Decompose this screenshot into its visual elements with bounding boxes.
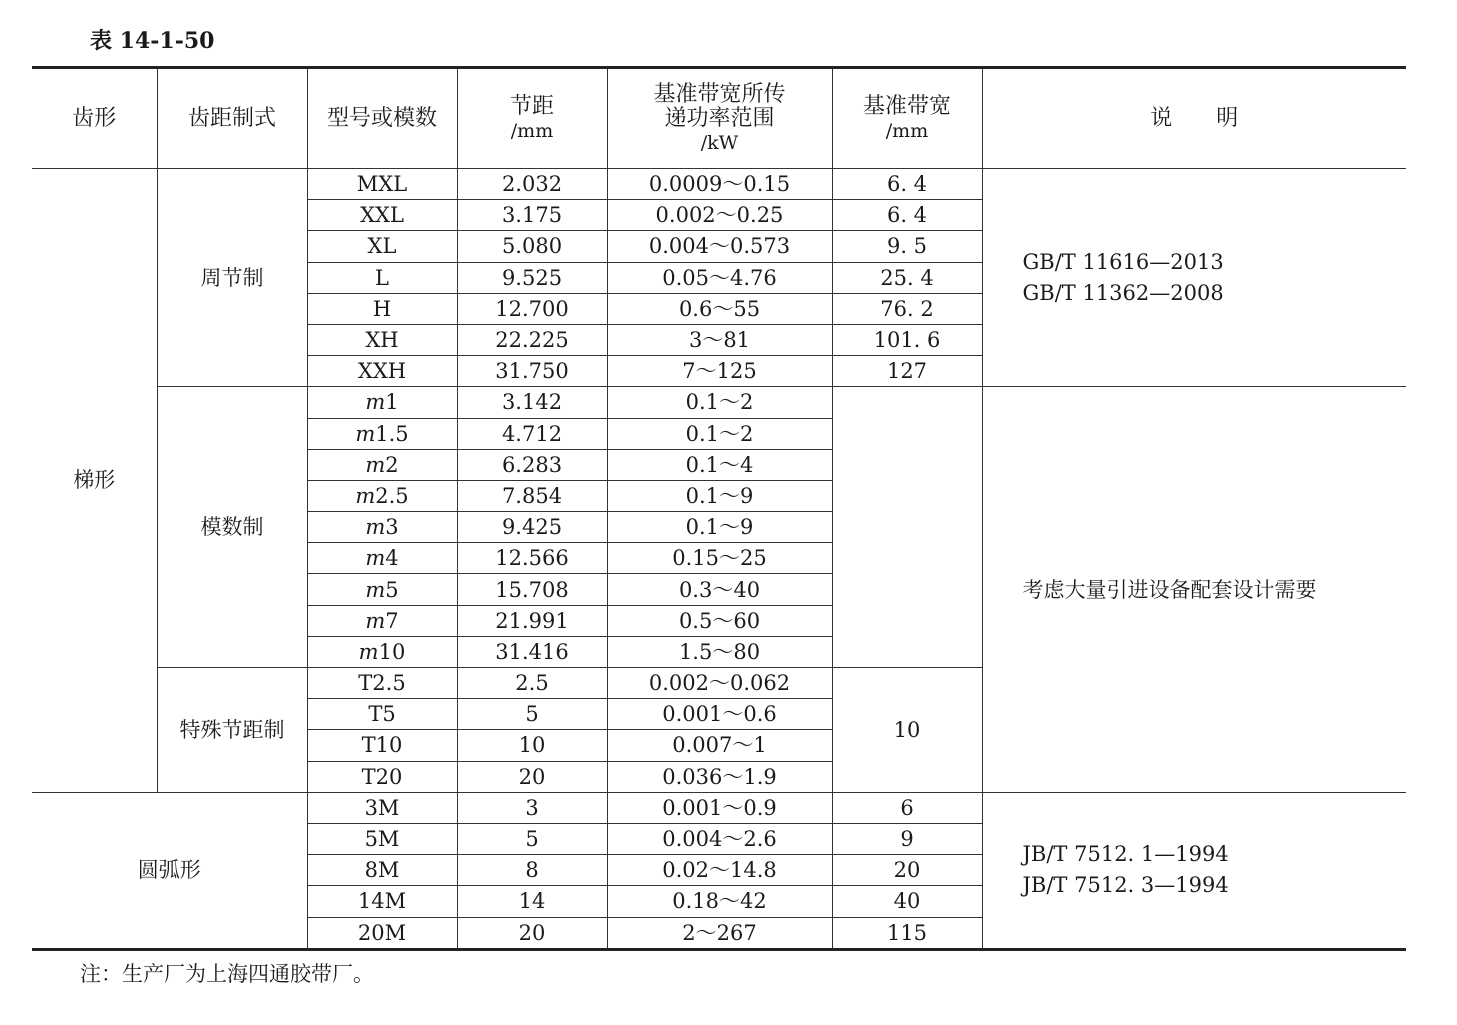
power-cell: 0.001～0.9	[607, 792, 832, 823]
model-cell: 5M	[307, 823, 457, 854]
pitch-cell: 5.080	[457, 231, 607, 262]
note-module-special: 考虑大量引进设备配套设计需要	[982, 387, 1406, 792]
model-cell: 8M	[307, 855, 457, 886]
model-cell	[307, 543, 457, 574]
power-cell: 0.02～14.8	[607, 855, 832, 886]
model-cell	[307, 387, 457, 418]
power-cell: 3～81	[607, 324, 832, 355]
power-cell: 0.002～0.062	[607, 668, 832, 699]
width-cell: 9. 5	[832, 231, 982, 262]
module-number: 1.5	[375, 421, 409, 446]
group-circular-pitch: 周节制	[157, 169, 307, 387]
power-cell: 1.5～80	[607, 636, 832, 667]
header-pitch-label: 节距	[509, 93, 554, 119]
width-cell: 76. 2	[832, 293, 982, 324]
width-cell: 25. 4	[832, 262, 982, 293]
power-cell: 0.0009～0.15	[607, 169, 832, 200]
pitch-cell: 3.142	[457, 387, 607, 418]
group-module-system: 模数制	[157, 387, 307, 668]
module-prefix: m	[355, 421, 376, 446]
belt-spec-table	[32, 66, 1406, 951]
module-prefix: m	[365, 390, 386, 415]
module-number: 4	[385, 546, 399, 571]
pitch-cell: 20	[457, 761, 607, 792]
power-cell: 0.036～1.9	[607, 761, 832, 792]
width-cell-special: 10	[832, 668, 982, 793]
pitch-cell: 22.225	[457, 324, 607, 355]
module-number: 2.5	[375, 483, 409, 508]
model-cell: XXL	[307, 200, 457, 231]
header-power-line1: 基准带宽所传	[653, 81, 786, 107]
power-cell: 0.15～25	[607, 543, 832, 574]
pitch-cell: 6.283	[457, 449, 607, 480]
module-prefix: m	[365, 452, 386, 477]
model-cell: L	[307, 262, 457, 293]
model-cell	[307, 574, 457, 605]
module-number: 7	[385, 608, 399, 633]
power-cell: 0.004～2.6	[607, 823, 832, 854]
width-cell: 20	[832, 855, 982, 886]
model-cell: H	[307, 293, 457, 324]
model-cell: 20M	[307, 917, 457, 949]
note-circular-line2: GB/T 11362—2008	[1022, 280, 1224, 305]
table-row	[32, 169, 1406, 200]
power-cell: 0.1～2	[607, 418, 832, 449]
module-number: 2	[385, 452, 399, 477]
header-pitch-unit: /mm	[510, 119, 554, 142]
model-cell: 3M	[307, 792, 457, 823]
header-width-unit: /mm	[885, 119, 929, 142]
power-cell: 0.004～0.573	[607, 231, 832, 262]
module-prefix: m	[358, 639, 379, 664]
model-cell: 14M	[307, 886, 457, 917]
pitch-cell: 14	[457, 886, 607, 917]
width-cell: 115	[832, 917, 982, 949]
note-arc	[982, 792, 1406, 949]
pitch-cell: 3.175	[457, 200, 607, 231]
note-arc-line1: JB/T 7512. 1—1994	[1022, 842, 1229, 867]
width-cell: 6. 4	[832, 169, 982, 200]
pitch-cell: 20	[457, 917, 607, 949]
header-width-label: 基准带宽	[862, 93, 951, 119]
header-pitch	[457, 68, 607, 169]
power-cell: 0.6～55	[607, 293, 832, 324]
power-cell: 0.3～40	[607, 574, 832, 605]
header-power	[607, 68, 832, 169]
pitch-cell: 15.708	[457, 574, 607, 605]
model-cell: T20	[307, 761, 457, 792]
power-cell: 0.007～1	[607, 730, 832, 761]
pitch-cell: 2.032	[457, 169, 607, 200]
width-cell: 127	[832, 356, 982, 387]
pitch-cell: 12.566	[457, 543, 607, 574]
power-cell: 0.05～4.76	[607, 262, 832, 293]
model-cell: XH	[307, 324, 457, 355]
module-number: 3	[385, 515, 399, 540]
pitch-cell: 10	[457, 730, 607, 761]
pitch-cell: 5	[457, 699, 607, 730]
pitch-cell: 31.750	[457, 356, 607, 387]
module-number: 1	[385, 390, 399, 415]
model-cell	[307, 605, 457, 636]
power-cell: 0.1～4	[607, 449, 832, 480]
pitch-cell: 12.700	[457, 293, 607, 324]
width-cell: 40	[832, 886, 982, 917]
model-cell	[307, 636, 457, 667]
pitch-cell: 9.425	[457, 512, 607, 543]
module-prefix: m	[365, 515, 386, 540]
group-arc: 圆弧形	[32, 792, 307, 949]
pitch-cell: 21.991	[457, 605, 607, 636]
model-cell	[307, 418, 457, 449]
header-note: 说 明	[982, 68, 1406, 169]
model-cell: XXH	[307, 356, 457, 387]
model-cell	[307, 449, 457, 480]
header-power-line2: 递功率范围	[664, 105, 775, 131]
pitch-cell: 4.712	[457, 418, 607, 449]
power-cell: 0.1～9	[607, 480, 832, 511]
power-cell: 0.18～42	[607, 886, 832, 917]
module-number: 5	[385, 577, 399, 602]
power-cell: 0.001～0.6	[607, 699, 832, 730]
module-number: 10	[378, 639, 406, 664]
header-model: 型号或模数	[307, 68, 457, 169]
width-cell: 6	[832, 792, 982, 823]
module-prefix: m	[365, 546, 386, 571]
model-cell: T5	[307, 699, 457, 730]
note-circular-line1: GB/T 11616—2013	[1022, 249, 1224, 274]
pitch-cell: 2.5	[457, 668, 607, 699]
pitch-cell: 7.854	[457, 480, 607, 511]
power-cell: 0.5～60	[607, 605, 832, 636]
table-caption: 表 14-1-50	[90, 28, 215, 54]
table-row	[32, 387, 1406, 418]
width-cell: 9	[832, 823, 982, 854]
table-row	[32, 792, 1406, 823]
pitch-cell: 5	[457, 823, 607, 854]
model-cell: MXL	[307, 169, 457, 200]
pitch-cell: 9.525	[457, 262, 607, 293]
header-width	[832, 68, 982, 169]
module-prefix: m	[355, 483, 376, 508]
header-pitch-system: 齿距制式	[157, 68, 307, 169]
header-power-unit: /kW	[700, 131, 739, 154]
header-row	[32, 68, 1406, 169]
pitch-cell: 31.416	[457, 636, 607, 667]
model-cell: XL	[307, 231, 457, 262]
group-trapezoid: 梯形	[32, 169, 157, 793]
power-cell: 0.1～2	[607, 387, 832, 418]
pitch-cell: 3	[457, 792, 607, 823]
power-cell: 7～125	[607, 356, 832, 387]
power-cell: 0.002～0.25	[607, 200, 832, 231]
module-prefix: m	[365, 577, 386, 602]
power-cell: 2～267	[607, 917, 832, 949]
group-special-pitch: 特殊节距制	[157, 668, 307, 793]
width-cell-module-empty	[832, 387, 982, 668]
width-cell: 6. 4	[832, 200, 982, 231]
note-circular	[982, 169, 1406, 387]
model-cell	[307, 512, 457, 543]
note-arc-line2: JB/T 7512. 3—1994	[1022, 873, 1229, 898]
model-cell: T2.5	[307, 668, 457, 699]
width-cell: 101. 6	[832, 324, 982, 355]
module-prefix: m	[365, 608, 386, 633]
model-cell: T10	[307, 730, 457, 761]
footnote: 注：生产厂为上海四通胶带厂。	[80, 962, 374, 986]
pitch-cell: 8	[457, 855, 607, 886]
model-cell	[307, 480, 457, 511]
power-cell: 0.1～9	[607, 512, 832, 543]
header-tooth-form: 齿形	[32, 68, 157, 169]
